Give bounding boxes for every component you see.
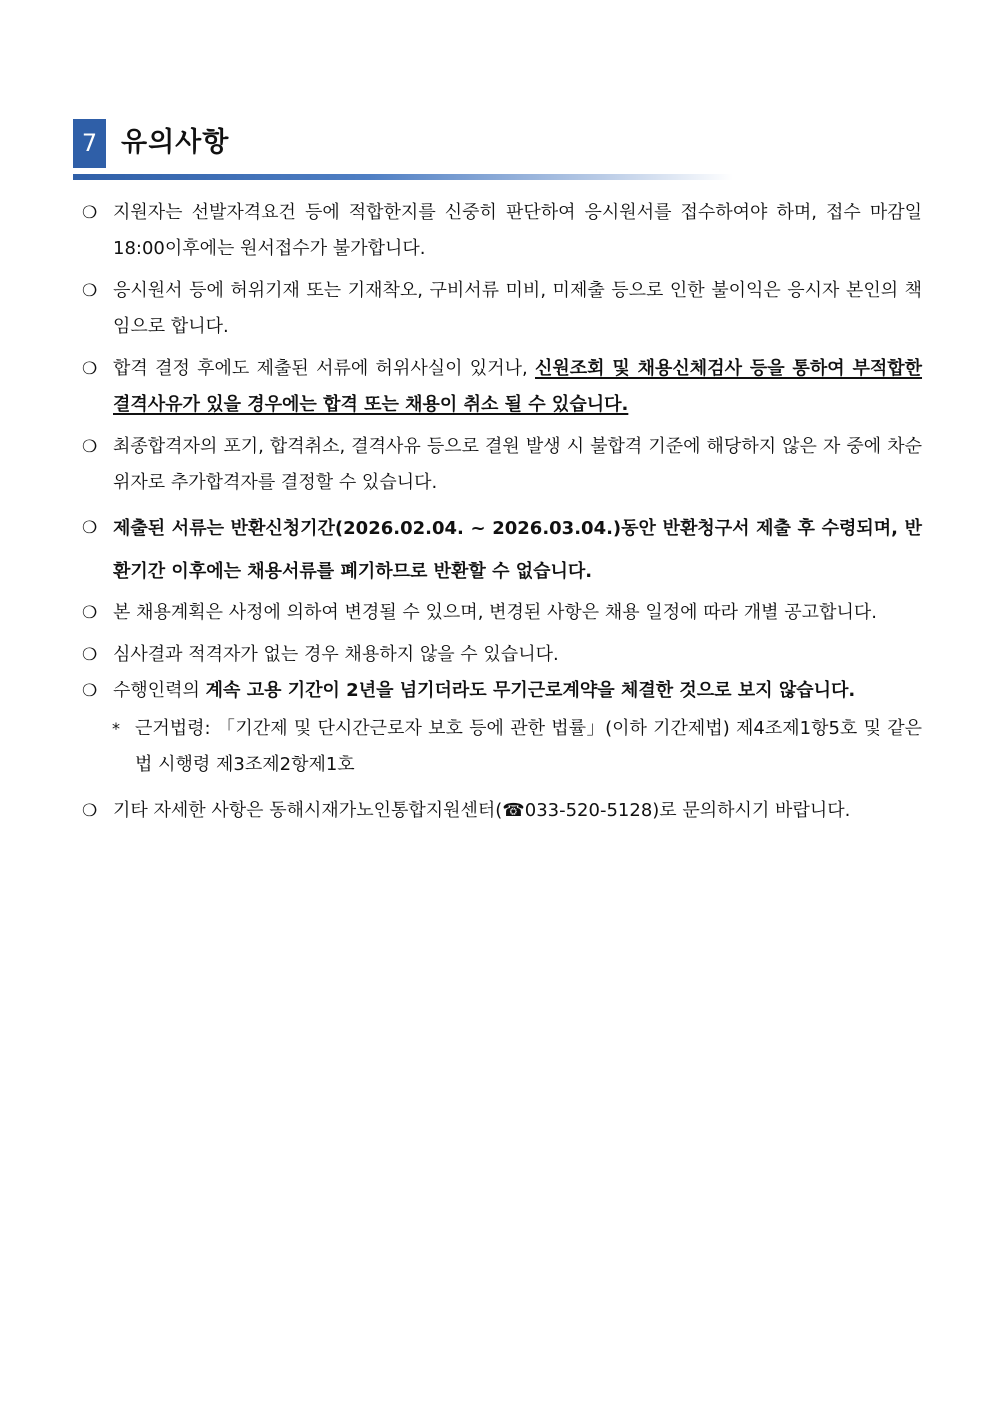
bullet-circle-icon: ❍ xyxy=(82,518,98,538)
notice-text: 합격 결정 후에도 제출된 서류에 허위사실이 있거나, xyxy=(113,358,535,379)
notice-item-3 xyxy=(80,351,922,423)
notice-emphasis-text: 신원조회 및 채용신체검사 등을 통하여 부적합한 결격사유가 있을 경우에는 합격 또는 채용이 취소 될 수 있습니다. xyxy=(113,358,923,415)
notice-text: 본 채용계획은 사정에 의하여 변경될 수 있으며, 변경된 사항은 채용 일정에 따라 개별 공고합니다. xyxy=(113,602,877,623)
bullet-circle-icon: ❍ xyxy=(82,437,98,457)
section-divider xyxy=(73,174,733,180)
legal-basis-text: 근거법령: 「기간제 및 단시간근로자 보호 등에 관한 법률」(이하 기간제법) 제4조제1항5호 및 같은 법 시행령 제3조제2항제1호 xyxy=(135,718,922,775)
asterisk-icon: * xyxy=(112,719,120,738)
section-title: 유의사항 xyxy=(121,127,230,158)
notice-list xyxy=(80,195,922,829)
bullet-circle-icon: ❍ xyxy=(82,359,98,379)
bullet-circle-icon: ❍ xyxy=(82,281,98,301)
notice-item-4 xyxy=(80,429,922,501)
notice-item-1 xyxy=(80,195,922,267)
notice-text: 최종합격자의 포기, 합격취소, 결격사유 등으로 결원 발생 시 불합격 기준에 해당하지 않은 자 중에 차순위자로 추가합격자를 결정할 수 있습니다. xyxy=(113,436,922,493)
notice-text: 응시원서 등에 허위기재 또는 기재착오, 구비서류 미비, 미제출 등으로 인한 불이익은 응시자 본인의 책임으로 합니다. xyxy=(113,280,922,337)
notice-item-2 xyxy=(80,273,922,345)
bullet-circle-icon: ❍ xyxy=(82,603,98,623)
notice-emphasis-text: 계속 고용 기간이 2년을 넘기더라도 무기근로계약을 체결한 것으로 보지 않습니다. xyxy=(205,680,856,701)
notice-item-5 xyxy=(80,507,922,593)
notice-text: 심사결과 적격자가 없는 경우 채용하지 않을 수 있습니다. xyxy=(113,644,559,665)
notice-text: 기타 자세한 사항은 동해시재가노인통합지원센터(☎033-520-5128)로 문의하시기 바랍니다. xyxy=(113,800,851,821)
legal-basis-note xyxy=(80,711,922,783)
notice-text: 제출된 서류는 반환신청기간(2026.02.04. ~ 2026.03.04.)동안 반환청구서 제출 후 수령되며, 반환기간 이후에는 채용서류를 폐기하므로 반환할 수 없습니다. xyxy=(113,518,922,582)
section-number-badge: 7 xyxy=(73,119,106,168)
notice-item-8 xyxy=(80,673,922,709)
bullet-circle-icon: ❍ xyxy=(82,801,98,821)
notice-text: 지원자는 선발자격요건 등에 적합한지를 신중히 판단하여 응시원서를 접수하여야 하며, 접수 마감일 18:00이후에는 원서접수가 불가합니다. xyxy=(113,202,922,259)
bullet-circle-icon: ❍ xyxy=(82,645,98,665)
notice-item-6 xyxy=(80,595,922,631)
bullet-circle-icon: ❍ xyxy=(82,203,98,223)
section-header xyxy=(73,119,733,181)
notice-item-7 xyxy=(80,637,922,673)
notice-text: 수행인력의 xyxy=(113,680,206,701)
bullet-circle-icon: ❍ xyxy=(82,681,98,701)
notice-item-9 xyxy=(80,793,922,829)
